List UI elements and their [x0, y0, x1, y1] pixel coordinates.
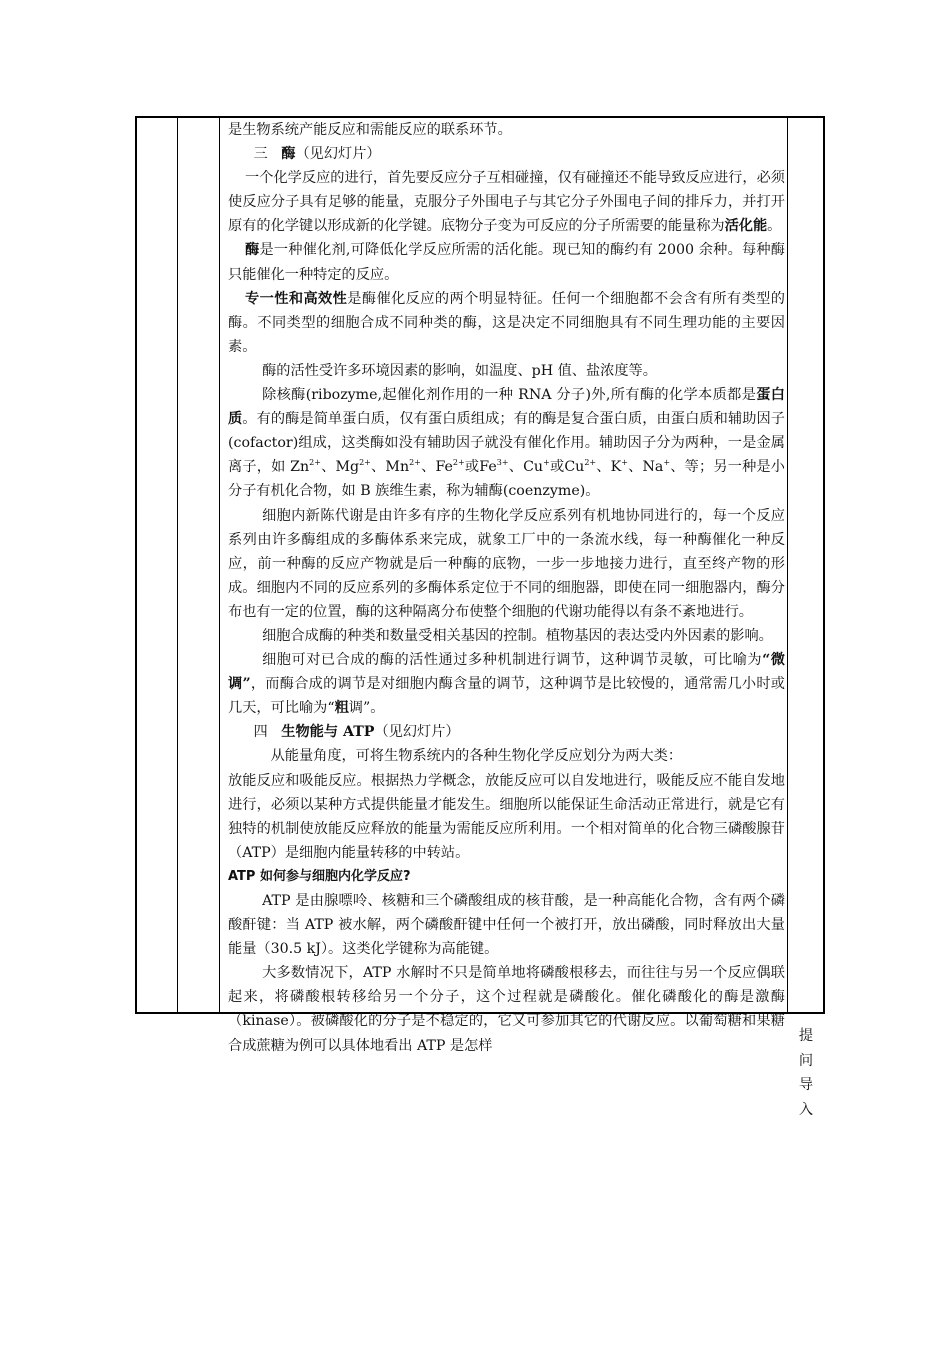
side-note-char: 导: [798, 1077, 814, 1093]
paragraph: 一个化学反应的进行，首先要反应分子互相碰撞，仅有碰撞还不能导致反应进行，必须使反应分子具有足够的能量，克服分子外围电子与其它分子外围电子间的排斥力，并打开原有的化学键以形成新的化学键。底物分子变为可反应的分子所需要的能量称为活化能。: [228, 170, 785, 235]
lesson-table: [135, 116, 825, 1118]
paragraph: 专一性和高效性是酶催化反应的两个明显特征。任何一个细胞都不会含有所有类型的酶。不同类型的细胞合成不同种类的酶，这是决定不同细胞具有不同生理功能的主要因素。: [228, 290, 785, 355]
side-note-char: 入: [798, 1101, 814, 1118]
paragraph: ATP 是由腺嘌呤、核糖和三个磷酸组成的核苷酸，是一种高能化合物，含有两个磷酸酐键：当 ATP 被水解，两个磷酸酐键中任何一个被打开，放出磷酸，同时释放出大量能量（30.5 kJ）。这类化学键称为高能键。: [228, 893, 785, 958]
side-note: [791, 1024, 821, 1122]
paragraph: 酶的活性受许多环境因素的影响，如温度、pH 值、盐浓度等。: [262, 362, 657, 379]
paragraph: 除核酶(ribozyme,起催化剂作用的一种 RNA 分子)外,所有酶的化学本质都是蛋白质。有的酶是简单蛋白质，仅有蛋白质组成；有的酶是复合蛋白质，由蛋白质和辅助因子(cofactor)组成，这类酶如没有辅助因子就没有催化作用。辅助因子分为两种，一是金属离子，如 $Zn^{2+}$、$Mg^{2+}$、$Mn^{2+}$、$Fe^{2+}$或$Fe^{3+}$、Cu+或$Cu^{2+}$、K+、Na+、等；另一种是小分子有机化合物，如 B 族维生素，称为辅酶(coenzyme)。: [228, 387, 785, 500]
column-divider: [787, 118, 788, 1012]
paragraph: 从能量角度，可将生物系统内的各种生物化学反应划分为两大类：: [270, 748, 683, 765]
question-heading: ATP 如何参与细胞内化学反应?: [228, 868, 411, 884]
paragraph: 细胞可对已合成的酶的活性通过多种机制进行调节，这种调节灵敏，可比喻为“微调”，而酶合成的调节是对细胞内酶含量的调节，这种调节是比较慢的，通常需几小时或几天，可比喻为“粗调”。: [228, 652, 785, 717]
paragraph: 酶是一种催化剂,可降低化学反应所需的活化能。现已知的酶约有 2000 余种。每种酶只能催化一种特定的反应。: [228, 242, 785, 283]
paragraph: 细胞内新陈代谢是由许多有序的生物化学反应系列有机地协同进行的，每一个反应系列由许多酶组成的多酶体系来完成，就象工厂中的一条流水线，每一种酶催化一种反应，前一种酶的反应产物就是后一种酶的底物，一步一步地接力进行，直至终产物的形成。细胞内不同的反应系列的多酶体系定位于不同的细胞器，即使在同一细胞器内，酶分布也有一定的位置，酶的这种隔离分布使整个细胞的代谢功能得以有条不紊地进行。: [228, 507, 785, 620]
side-note-char: 问: [798, 1052, 814, 1069]
section-heading-atp: 四 生物能与 ATP（见幻灯片）: [253, 724, 460, 741]
paragraph: 是生物系统产能反应和需能反应的联系环节。: [228, 122, 512, 138]
section-heading-enzyme: 三 酶（见幻灯片）: [253, 146, 381, 163]
side-note-char: 提: [798, 1028, 814, 1044]
teaching-content: [228, 118, 785, 1058]
paragraph: 大多数情况下，ATP 水解时不只是简单地将磷酸根移去，而往往与另一个反应偶联起来，将磷酸根转移给另一个分子，这个过程就是磷酸化。催化磷酸化的酶是激酶（kinase）。被磷酸化的分子是不稳定的，它又可参加其它的代谢反应。以葡萄糖和果糖合成蔗糖为例可以具体地看出 ATP 是怎样: [228, 965, 785, 1054]
column-divider: [177, 118, 178, 1012]
paragraph: 细胞合成酶的种类和数量受相关基因的控制。植物基因的表达受内外因素的影响。: [262, 627, 773, 644]
paragraph: 放能反应和吸能反应。根据热力学概念，放能反应可以自发地进行，吸能反应不能自发地进行，必须以某种方式提供能量才能发生。细胞所以能保证生命活动正常进行，就是它有独特的机制使放能反应释放的能量为需能反应所利用。一个相对简单的化合物三磷酸腺苷（ATP）是细胞内能量转移的中转站。: [228, 772, 785, 861]
column-divider: [219, 118, 220, 1012]
